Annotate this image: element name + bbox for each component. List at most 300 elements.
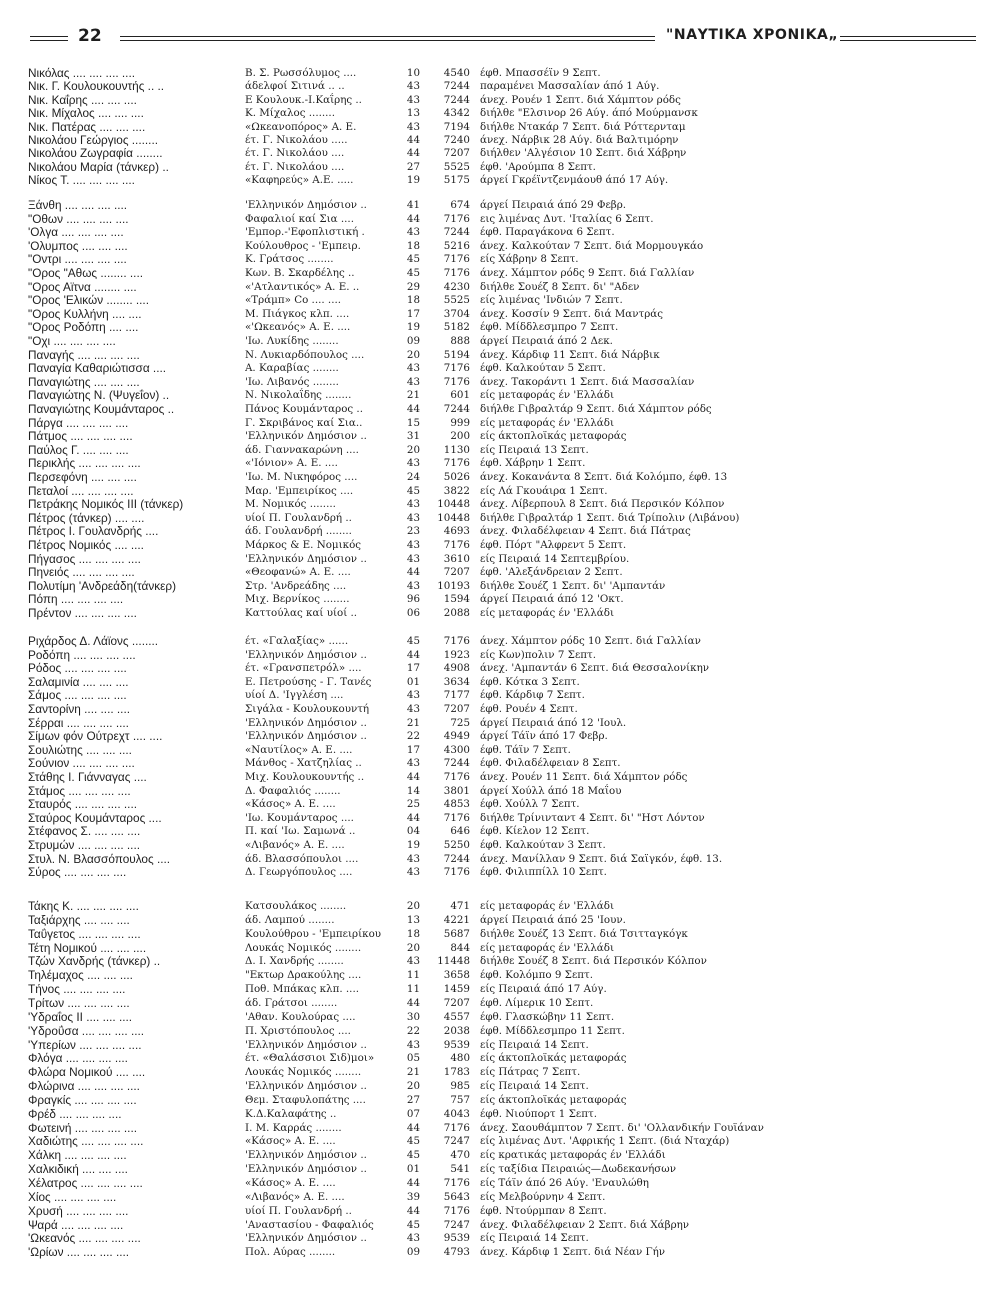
ship-owner: Μιχ. Κουλουκουντής ..	[245, 771, 365, 783]
build-year: 43	[406, 362, 420, 375]
ship-name: Τάκης Κ. .... .... .... ....	[28, 899, 139, 913]
build-year: 17	[406, 662, 420, 675]
build-year: 43	[406, 511, 420, 524]
ship-status: άνεχ. Κάρδιφ 11 Σεπτ. διά Νάρβικ	[480, 348, 660, 361]
tonnage: 844	[450, 941, 470, 954]
ship-name: Χίος .... .... .... ....	[28, 1189, 117, 1204]
ship-status: έφθ. Χάβρην 1 Σεπτ.	[480, 457, 586, 470]
ship-owner: άδ. Λαμπού ........	[245, 913, 335, 926]
ship-owner: Ε Κουλουκ.-Ι.Καΐρης ..	[245, 93, 362, 106]
ship-status: είς Πάτρας 7 Σεπτ.	[480, 1066, 581, 1079]
ship-owner: 'Ιω. Λυκίδης ........	[245, 335, 339, 347]
table-row	[0, 1121, 1000, 1136]
tonnage: 999	[450, 416, 470, 429]
tonnage: 470	[450, 1149, 470, 1162]
ship-owner: Μαρ. 'Εμπειρίκος ....	[245, 484, 354, 497]
tonnage: 7244	[443, 757, 470, 770]
ship-owner: «Ωκεανοπόρος» Α. Ε.	[245, 120, 357, 133]
ship-owner: «Ναυτίλος» Α. Ε. ....	[245, 743, 353, 756]
table-row	[0, 899, 1000, 914]
build-year: 15	[406, 416, 420, 429]
ship-name: Νικ. Μίχαλος .... .... ....	[28, 106, 144, 121]
ship-status: άνεχ. Κοκανάντα 8 Σεπτ. διά Κολόμπο, έφθ. 13	[480, 471, 728, 483]
ship-status: είς άκτοπλοϊκάς μεταφοράς	[480, 1093, 627, 1106]
ship-status: διήλθε Σουέζ 1 Σεπτ. δι' 'Αμπαντάν	[480, 579, 666, 592]
ship-status: έφθ. 'Αλεξάνδρειαν 2 Σεπτ.	[480, 566, 623, 579]
build-year: 43	[406, 457, 420, 470]
ship-owner: Μ. Πιάγκος κλπ. ....	[245, 307, 350, 320]
table-row	[0, 1162, 1000, 1177]
build-year: 43	[406, 866, 420, 879]
tonnage: 888	[450, 335, 470, 347]
table-row	[0, 996, 1000, 1011]
ship-owner: 'Ελληνικόν Δημόσιον ..	[245, 430, 367, 443]
tonnage: 7244	[443, 403, 470, 415]
ship-name: Φλώρινα .... .... .... ....	[28, 1079, 140, 1093]
ship-owner: 'Ιω. Μ. Νικηφόρος ....	[245, 471, 358, 483]
build-year: 01	[406, 675, 420, 688]
build-year: 05	[406, 1052, 420, 1065]
ship-owner: έτ. Γ. Νικολάου ....	[245, 160, 345, 173]
table-row	[0, 1010, 1000, 1025]
build-year: 39	[406, 1190, 420, 1203]
ship-name: Ταξιάρχης .... .... ....	[28, 912, 130, 927]
ship-owner: 'Ελληνικόν Δημόσιον ..	[245, 1038, 367, 1051]
build-year: 25	[406, 798, 420, 811]
ship-name: Σύρος .... .... .... ....	[28, 865, 127, 880]
ship-status: διήλθε Γιβραλτάρ 9 Σεπτ. διά Χάμπτον ρόδς	[480, 403, 712, 415]
tonnage: 7176	[443, 375, 470, 388]
build-year: 44	[406, 403, 420, 415]
build-year: 45	[406, 1135, 420, 1148]
tonnage: 601	[450, 389, 470, 402]
tonnage: 5643	[443, 1190, 470, 1203]
ship-name: Παναγής .... .... .... ....	[28, 347, 140, 362]
ship-status: είς Πειραιά 14 Σεπτ.	[480, 1080, 589, 1092]
ship-owner: "Εκτωρ Δρακούλης ....	[245, 969, 362, 982]
tonnage: 5194	[443, 348, 470, 361]
ship-owner: «'Ατλαντικός» Α. Ε. ..	[245, 280, 360, 293]
build-year: 19	[406, 839, 420, 851]
tonnage: 7176	[443, 539, 470, 551]
ship-status: έφθ. Τάϊν 7 Σεπτ.	[480, 743, 571, 756]
build-year: 30	[406, 1010, 420, 1023]
tonnage: 5525	[443, 294, 470, 307]
ship-status: άνεχ. Καλκούταν 7 Σεπτ. διά Μορμουγκάο	[480, 239, 704, 252]
build-year: 06	[406, 607, 420, 619]
ship-status: έφθ. Κάρδιφ 7 Σεπτ.	[480, 689, 585, 702]
ship-name: Σταύρος Κουμάνταρος ....	[28, 810, 162, 825]
ship-name: Πρέντον .... .... .... ....	[28, 606, 137, 620]
table-row	[0, 1051, 1000, 1066]
table-row	[0, 1065, 1000, 1080]
tonnage: 1923	[443, 648, 470, 661]
ship-name: Χαδιώτης .... .... .... ....	[28, 1134, 144, 1149]
tonnage: 7244	[443, 80, 470, 93]
ship-name: Νίκος Τ. .... .... .... ....	[28, 173, 135, 188]
page-header	[30, 22, 976, 60]
ship-status: είς Κων)πολιν 7 Σεπτ.	[480, 648, 597, 661]
ship-name: Πέτρος Ι. Γουλανδρής ....	[28, 524, 159, 539]
build-year: 41	[406, 199, 420, 211]
build-year: 31	[406, 430, 420, 443]
ship-owner: Μιχ. Βερνίκος ........	[245, 593, 350, 606]
ship-status: διήλθε Σουέζ 8 Σεπτ. δι' "Αδεν	[480, 280, 640, 293]
build-year: 44	[406, 1204, 420, 1217]
ship-owner: Μάρκος & Ε. Νομικός	[245, 539, 362, 551]
tonnage: 5250	[443, 839, 470, 851]
table-row	[0, 1190, 1000, 1205]
ship-name: Στέφανος Σ. .... .... ....	[28, 824, 141, 839]
tonnage: 7244	[443, 852, 470, 865]
ship-owner: «Κάσος» Α. Ε. ....	[245, 1135, 336, 1148]
ship-owner: 'Ελληνικόν Δημόσιον ..	[245, 1232, 367, 1245]
ship-owner: «Λιβανός» Α. Ε. ....	[245, 1190, 345, 1203]
table-row	[0, 1107, 1000, 1122]
ship-name: Παναγιώτης .... .... ....	[28, 374, 140, 389]
ship-owner: Σιγάλα - Κουλουκουντή	[245, 703, 370, 715]
tonnage: 5216	[443, 239, 470, 252]
tonnage: 10193	[437, 579, 470, 592]
ship-name: Παναγιώτης Ν. (Ψυγεΐον) ..	[28, 388, 170, 403]
ship-name: 'Υδροΰσα .... .... .... ....	[28, 1023, 145, 1038]
build-year: 27	[406, 160, 420, 173]
build-year: 29	[406, 280, 420, 293]
ship-name: Ψαρά .... .... .... ....	[28, 1217, 124, 1232]
tonnage: 9539	[443, 1232, 470, 1245]
build-year: 13	[406, 913, 420, 926]
ship-status: διήλθε Σουέζ 13 Σεπτ. διά Τσιτταγκόγκ	[480, 927, 688, 940]
table-row	[0, 941, 1000, 956]
ship-name: Πάτμος .... .... .... ....	[28, 429, 133, 444]
ship-status: είς Πειραιά 13 Σεπτ.	[480, 443, 589, 456]
tonnage: 541	[450, 1163, 470, 1176]
ship-owner: άδελφοί Σιτινά .. ..	[245, 80, 345, 93]
build-year: 96	[406, 593, 420, 606]
ship-status: είς μεταφοράς έν 'Ελλάδι	[480, 941, 615, 954]
table-row	[0, 1231, 1000, 1246]
ship-owner: άδ. Γουλανδρή ........	[245, 525, 352, 538]
ship-status: έφθ. Κολόμπο 9 Σεπτ.	[480, 969, 594, 982]
ship-owner: Καττούλας καί υίοί ..	[245, 607, 358, 619]
ship-owner: Κων. Β. Σκαρδέλης ..	[245, 267, 355, 279]
ship-status: άνεχ. Νάρβικ 28 Αύγ. διά Βαλτιμόρην	[480, 134, 679, 146]
ship-owner: Κ. Μίχαλος ........	[245, 107, 335, 120]
ship-name: Σίμων φόν Ούτρεχτ .... ....	[28, 729, 163, 744]
ship-name: Τηλέμαχος .... .... ....	[28, 968, 133, 983]
table-row	[0, 927, 1000, 942]
ship-owner: Ι. Μ. Καρράς ........	[245, 1121, 342, 1134]
ship-name: 'Υδραΐος ΙΙ .... .... ....	[28, 1009, 133, 1024]
ship-name: Πόπη .... .... .... ....	[28, 592, 124, 607]
ship-name: 'Ολυμπος .... .... ....	[28, 238, 128, 253]
tonnage: 4908	[443, 662, 470, 675]
ship-name: Σουλιώτης .... .... ....	[28, 742, 132, 757]
tonnage: 1130	[443, 443, 470, 456]
ship-name: Φωτεινή .... .... .... ....	[28, 1120, 138, 1135]
tonnage: 7176	[443, 362, 470, 375]
ship-owner: 'Εμπορ.-'Εφοπλιστική .	[245, 226, 365, 239]
ship-status: είς Πειραιά άπό 17 Αύγ.	[480, 983, 607, 996]
build-year: 43	[406, 120, 420, 133]
ship-owner: Γ. Σκριβάνος καί Σια..	[245, 416, 363, 429]
table-row	[0, 606, 1000, 621]
ship-owner: Μ. Νομικός ........	[245, 498, 336, 511]
ship-name: Πάργα .... .... .... ....	[28, 415, 129, 430]
tonnage: 4949	[443, 730, 470, 743]
ship-status: έφθ. Κότκα 3 Σεπτ.	[480, 675, 580, 688]
table-row	[0, 1093, 1000, 1108]
ship-name: Νικολάου Μαρία (τάνκερ) ..	[28, 159, 169, 174]
tonnage: 7240	[443, 134, 470, 146]
tonnage: 5525	[443, 160, 470, 173]
ship-owner: Κουλούθρου - 'Εμπειρίκου	[245, 927, 382, 940]
ship-status: έφθ. Μίδδλεσμπρο 11 Σεπτ.	[480, 1024, 625, 1037]
ship-name: Σούνιον .... .... .... ....	[28, 756, 135, 771]
build-year: 45	[406, 635, 420, 647]
tonnage: 1459	[443, 983, 470, 996]
tonnage: 7177	[443, 689, 470, 702]
build-year: 20	[406, 348, 420, 361]
ship-name: Σέρραι .... .... .... ....	[28, 715, 129, 730]
ship-status: άργεί Πειραιά άπό 12 'Οκτ.	[480, 593, 624, 606]
ship-owner: άδ. Γιαννακαρώνη ....	[245, 443, 359, 456]
ship-name: Νικολάου Γεώργιος ........	[28, 133, 159, 147]
table-row	[0, 1024, 1000, 1039]
tonnage: 2038	[443, 1024, 470, 1037]
ship-name: Τέτη Νομικού .... .... ....	[28, 940, 147, 955]
ship-name: Σταυρός .... .... .... ....	[28, 797, 138, 812]
build-year: 44	[406, 811, 420, 824]
ship-name: "Ορος Κυλλήνη .... ....	[28, 306, 142, 321]
table-row	[0, 954, 1000, 969]
ship-name: Νικ. Γ. Κουλουκουντής .. ..	[28, 79, 165, 94]
ship-status: παραμένει Μασσαλίαν άπό 1 Αύγ.	[480, 80, 660, 93]
ship-owner: 'Ελληνικόν Δημόσιον ..	[245, 199, 367, 211]
ship-name: "Οχι .... .... .... ....	[28, 334, 116, 348]
ship-owner: έτ. Γ. Νικολάου ....	[245, 147, 345, 160]
build-year: 21	[406, 1066, 420, 1079]
ship-status: έφθ. Πόρτ "Αλφρεντ 5 Σεπτ.	[480, 539, 627, 551]
tonnage: 7176	[443, 1121, 470, 1134]
ship-name: Πέτρος (τάνκερ) .... ....	[28, 510, 145, 525]
tonnage: 7207	[443, 566, 470, 579]
ship-status: έφθ. Φιλιππίλλ 10 Σεπτ.	[480, 866, 607, 879]
tonnage: 480	[450, 1052, 470, 1065]
ship-status: εις λιμένας Δυτ. 'Ιταλίας 6 Σεπτ.	[480, 212, 654, 225]
ship-status: άργεί Χούλλ άπό 18 Μαΐου	[480, 784, 622, 797]
build-year: 44	[406, 147, 420, 160]
ship-owner: Π. καί 'Ιω. Σαμωνά ..	[245, 825, 356, 838]
tonnage: 471	[450, 900, 470, 912]
ship-status: είς κρατικάς μεταφοράς έν 'Ελλάδι	[480, 1149, 666, 1162]
ship-status: άνεχ. Τακοράντι 1 Σεπτ. διά Μασσαλίαν	[480, 375, 695, 388]
build-year: 21	[406, 716, 420, 729]
ship-status: άνεχ. Χάμπτον ρόδς 9 Σεπτ. διά Γαλλίαν	[480, 267, 695, 279]
build-year: 43	[406, 757, 420, 770]
ship-owner: 'Ελληνικόν Δημόσιον ..	[245, 1080, 367, 1092]
build-year: 43	[406, 1232, 420, 1245]
ship-name: Τζών Χανδρής (τάνκερ) ..	[28, 954, 161, 969]
ship-name: 'Ωκεανός .... .... .... ....	[28, 1231, 141, 1246]
ship-status: άργεί Γκρέϊντζενμάουθ άπό 17 Αύγ.	[480, 174, 669, 187]
ship-name: Ξάνθη .... .... .... ....	[28, 198, 128, 212]
build-year: 44	[406, 771, 420, 783]
build-year: 14	[406, 784, 420, 797]
ship-owner: «'Ιόνιον» Α. Ε. ....	[245, 457, 338, 470]
tonnage: 7176	[443, 1204, 470, 1217]
ship-status: είς ταξίδια Πειραιώς—Δωδεκανήσων	[480, 1163, 676, 1176]
ship-owner: «Καφηρεύς» Α.Ε. .....	[245, 174, 354, 187]
ship-owner: Κατσουλάκος ........	[245, 900, 347, 912]
ship-name: "Ορος Ροδόπη .... ....	[28, 320, 139, 335]
ship-owner: 'Ελληνικόν Δημόσιον ..	[245, 716, 367, 729]
ship-name: Σαντορίνη .... .... ....	[28, 702, 131, 716]
ship-status: είς μεταφοράς έν 'Ελλάδι	[480, 607, 615, 619]
tonnage: 5175	[443, 174, 470, 187]
tonnage: 5026	[443, 471, 470, 483]
ship-status: έφθ. Γλασκώβην 11 Σεπτ.	[480, 1010, 615, 1023]
tonnage: 7247	[443, 1218, 470, 1231]
build-year: 43	[406, 498, 420, 511]
tonnage: 3610	[443, 552, 470, 565]
ship-status: διήλθε Τρίνινταντ 4 Σεπτ. δι' "Ηστ Λόντον	[480, 811, 705, 824]
ship-name: Σάμος .... .... .... ....	[28, 688, 127, 703]
build-year: 01	[406, 1163, 420, 1176]
tonnage: 1783	[443, 1066, 470, 1079]
build-year: 43	[406, 539, 420, 551]
build-year: 20	[406, 443, 420, 456]
tonnage: 985	[450, 1080, 470, 1092]
tonnage: 7176	[443, 1177, 470, 1189]
ship-name: Νικ. Καΐρης .... .... ....	[28, 92, 137, 107]
ship-name: "Ορος "Αθως ........ ....	[28, 266, 143, 280]
tonnage: 4693	[443, 525, 470, 538]
ship-status: άνεχ. Φιλαδέλφειαν 4 Σεπτ. διά Πάτρας	[480, 525, 691, 538]
tonnage: 7194	[443, 120, 470, 133]
tonnage: 5182	[443, 321, 470, 334]
build-year: 07	[406, 1107, 420, 1120]
tonnage: 4300	[443, 743, 470, 756]
ship-status: διήλθε Γιβραλτάρ 1 Σεπτ. διά Τρίπολιν (Λιβάνου)	[480, 511, 740, 524]
ship-name: Φρέδ .... .... .... ....	[28, 1106, 122, 1121]
ship-owner: Δ. Γεωργόπουλος ....	[245, 866, 353, 879]
ship-name: Πήγασος .... .... .... ....	[28, 551, 141, 566]
ship-owner: Α. Καραβίας ........	[245, 362, 339, 375]
ship-name: Πεταλοί .... .... .... ....	[28, 483, 134, 498]
ship-owner: «Λιβανός» Α. Ε. ....	[245, 839, 345, 851]
tonnage: 7176	[443, 212, 470, 225]
ship-name: Τήνος .... .... .... ....	[28, 982, 126, 997]
ship-owner: Ν. Νικολαΐδης ........	[245, 389, 352, 402]
table-row	[0, 1079, 1000, 1094]
tonnage: 7244	[443, 93, 470, 106]
ship-status: έφθ. Καλκούταν 3 Σεπτ.	[480, 839, 606, 851]
ship-owner: 'Αθαν. Κουλούρας ....	[245, 1010, 356, 1023]
tonnage: 7207	[443, 147, 470, 160]
tonnage: 7176	[443, 811, 470, 824]
build-year: 20	[406, 900, 420, 912]
build-year: 11	[406, 969, 420, 982]
ship-status: έφθ. Παραγάκονα 6 Σεπτ.	[480, 226, 615, 239]
ship-name: Στάθης Ι. Γιάνναγας ....	[28, 770, 147, 784]
tonnage: 7176	[443, 457, 470, 470]
ship-owner: Ν. Λυκιαρδόπουλος ....	[245, 348, 365, 361]
build-year: 19	[406, 321, 420, 334]
header-rule-right	[840, 36, 976, 41]
ship-owner: 'Ελληνικόν Δημόσιον ..	[245, 648, 367, 661]
ship-owner: 'Ιω. Κουμάνταρος ....	[245, 811, 354, 824]
ship-status: έφθ. Ντούρμπαν 8 Σεπτ.	[480, 1204, 607, 1217]
build-year: 44	[406, 648, 420, 661]
ship-name: "Ορος 'Ελικών ........ ....	[28, 293, 149, 308]
ship-name: Παύλος Γ. .... .... ....	[28, 442, 129, 457]
build-year: 09	[406, 1246, 420, 1259]
ship-name: Στρυμών .... .... .... ....	[28, 838, 141, 852]
ship-status: έφθ. Χούλλ 7 Σεπτ.	[480, 798, 580, 811]
ship-status: άργεί Τάϊν άπό 17 Φεβρ.	[480, 730, 608, 743]
ship-name: Χέλατρος .... .... .... ....	[28, 1176, 143, 1190]
table-row	[0, 173, 1000, 188]
build-year: 44	[406, 1121, 420, 1134]
ship-name: Πηνειός .... .... .... ....	[28, 565, 135, 580]
ship-owner: έτ. «Θαλάσσιοι Σιδ)μοι»	[245, 1052, 375, 1065]
table-row	[0, 1038, 1000, 1053]
tonnage: 4853	[443, 798, 470, 811]
build-year: 44	[406, 1177, 420, 1189]
build-year: 45	[406, 253, 420, 266]
ship-status: έφθ. Κίελον 12 Σεπτ.	[480, 825, 590, 838]
ship-status: άνεχ. Χάμπτον ρόδς 10 Σεπτ. διά Γαλλίαν	[480, 635, 701, 647]
tonnage: 7207	[443, 997, 470, 1009]
table-row	[0, 1204, 1000, 1219]
tonnage: 11448	[437, 955, 470, 968]
ship-owner: Θεμ. Σταφυλοπάτης ....	[245, 1093, 366, 1106]
ship-name: Περικλής .... .... .... ....	[28, 456, 141, 471]
tonnage: 10448	[437, 511, 470, 524]
tonnage: 3634	[443, 675, 470, 688]
build-year: 43	[406, 579, 420, 592]
publication-title: "ΝΑΥΤΙΚΑ ΧΡΟΝΙΚΑ„	[666, 27, 839, 43]
ship-owner: «'Ωκεανός» Α. Ε. ....	[245, 321, 351, 334]
build-year: 20	[406, 941, 420, 954]
ship-status: διήλθε Ντακάρ 7 Σεπτ. διά Ρόττερνταμ	[480, 120, 686, 133]
ship-owner: Στρ. 'Ανδρεάδης ....	[245, 579, 347, 592]
tonnage: 7207	[443, 703, 470, 715]
ship-name: Χρυσή .... .... .... ....	[28, 1203, 129, 1218]
header-rule-left	[30, 36, 68, 41]
ship-name: Στυλ. Ν. Βλασσόπουλος ....	[28, 851, 171, 866]
ship-owner: 'Αναστασίου - Φαφαλιός	[245, 1218, 374, 1231]
build-year: 43	[406, 226, 420, 239]
build-year: 17	[406, 307, 420, 320]
ship-owner: Πάνος Κουμάνταρος ..	[245, 403, 363, 415]
ship-status: άνεχ. Ρουέν 1 Σεπτ. διά Χάμπτον ρόδς	[480, 93, 681, 106]
ship-status: άνεχ. Μανίλλαν 9 Σεπτ. διά Σαϊγκόν, έφθ. 13.	[480, 852, 723, 865]
table-row	[0, 968, 1000, 983]
ship-owner: Κούλουθρος - 'Εμπειρ.	[245, 239, 361, 252]
ship-name: Ροδόπη .... .... .... ....	[28, 647, 136, 662]
ship-status: είς Μελβούρνην 4 Σεπτ.	[480, 1190, 606, 1203]
ship-owner: Μάνθος - Χατζηλίας ..	[245, 757, 362, 770]
tonnage: 4793	[443, 1246, 470, 1259]
build-year: 44	[406, 997, 420, 1009]
ship-owner: Λουκάς Νομικός ........	[245, 941, 362, 954]
ship-owner: «Τράμπ» Co .... ....	[245, 294, 342, 307]
ship-name: Πετράκης Νομικός ΙΙΙ (τάνκερ)	[28, 497, 184, 512]
build-year: 45	[406, 267, 420, 279]
tonnage: 7176	[443, 771, 470, 783]
